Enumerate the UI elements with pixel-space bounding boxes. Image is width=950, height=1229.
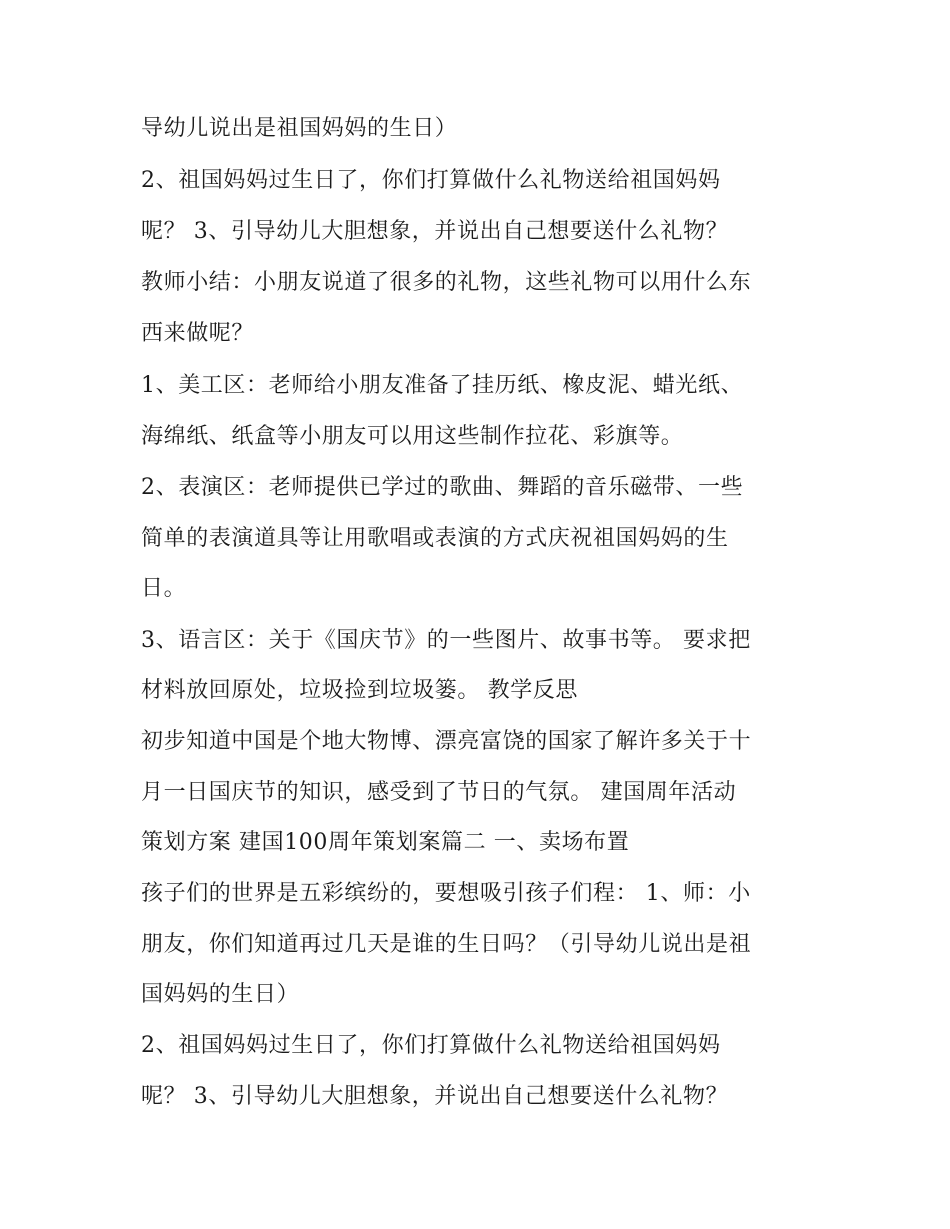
text-line: 2、祖国妈妈过生日了，你们打算做什么礼物送给祖国妈妈 [141, 168, 721, 193]
text-line: 呢？ 3、引导幼儿大胆想象，并说出自己想要送什么礼物？ [141, 219, 729, 244]
text-line: 朋友，你们知道再过几天是谁的生日吗？（引导幼儿说出是祖 [141, 932, 752, 957]
text-line: 西来做呢？ [141, 321, 255, 346]
text-line: 2、祖国妈妈过生日了，你们打算做什么礼物送给祖国妈妈 [141, 1033, 721, 1058]
text-line: 日。 [141, 576, 187, 601]
text-line: 1、美工区：老师给小朋友准备了挂历纸、橡皮泥、蜡光纸、 [141, 373, 744, 398]
text-line: 月一日国庆节的知识，感受到了节日的气氛。 建国周年活动 [141, 780, 737, 805]
text-line: 孩子们的世界是五彩缤纷的，要想吸引孩子们程： 1、师：小 [141, 881, 751, 906]
text-line: 导幼儿说出是祖国妈妈的生日） [141, 116, 458, 141]
text-line: 呢？ 3、引导幼儿大胆想象，并说出自己想要送什么礼物？ [141, 1084, 729, 1109]
text-line: 教师小结：小朋友说道了很多的礼物，这些礼物可以用什么东 [141, 270, 752, 295]
text-line: 国妈妈的生日） [141, 982, 300, 1007]
text-line: 海绵纸、纸盒等小朋友可以用这些制作拉花、彩旗等。 [141, 424, 684, 449]
text-line: 2、表演区：老师提供已学过的歌曲、舞蹈的音乐磁带、一些 [141, 475, 744, 500]
text-line: 3、语言区：关于《国庆节》的一些图片、故事书等。 要求把 [141, 628, 751, 653]
text-line: 材料放回原处，垃圾捡到垃圾篓。 教学反思 [141, 678, 578, 703]
text-line: 初步知道中国是个地大物博、漂亮富饶的国家了解许多关于十 [141, 729, 752, 754]
text-line: 简单的表演道具等让用歌唱或表演的方式庆祝祖国妈妈的生 [141, 526, 729, 551]
text-line: 策划方案 建国100周年策划案篇二 一、卖场布置 [141, 830, 630, 855]
